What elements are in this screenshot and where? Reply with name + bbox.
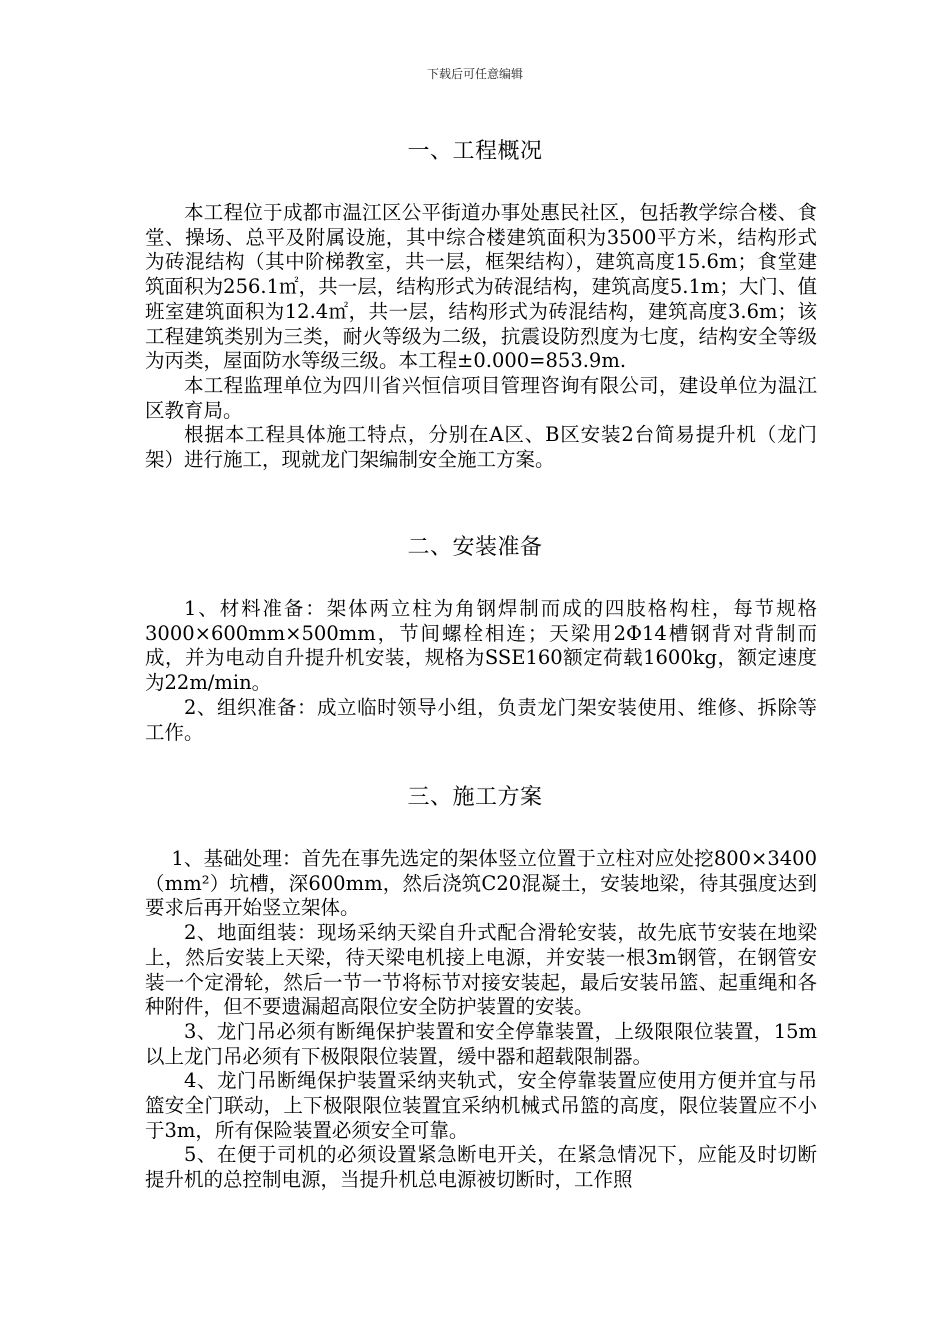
section-body-project-overview: [145, 201, 817, 473]
paragraph: 根据本工程具体施工特点，分别在A区、B区安装2台简易提升机（龙门架）进行施工，现就龙门架编制安全施工方案。: [145, 423, 817, 472]
section-body-construction-plan: [145, 847, 817, 1193]
paragraph: 2、组织准备：成立临时领导小组，负责龙门架安装使用、维修、拆除等工作。: [145, 695, 817, 744]
download-note: 下载后可任意编辑: [426, 67, 523, 81]
section-body-installation-preparation: [145, 597, 817, 745]
section-title-installation-preparation: 二、安装准备: [407, 535, 543, 560]
section-title-construction-plan: 三、施工方案: [407, 785, 543, 810]
paragraph: 本工程位于成都市温江区公平街道办事处惠民社区，包括教学综合楼、食堂、操场、总平及附属设施，其中综合楼建筑面积为3500平方米，结构形式为砖混结构（其中阶梯教室，共一层，框架结构），建筑高度15.6m；食堂建筑面积为256.1㎡，共一层，结构形式为砖混结构，建筑高度5.1m；大门、值班室建筑面积为12.4㎡，共一层，结构形式为砖混结构，建筑高度3.6m；该工程建筑类别为三类，耐火等级为二级，抗震设防烈度为七度，结构安全等级为丙类，屋面防水等级三级。本工程±0.000=853.9m.: [145, 201, 817, 373]
paragraph: 4、龙门吊断绳保护装置采纳夹轨式，安全停靠装置应使用方便并宜与吊篮安全门联动，上下极限限位装置宜采纳机械式吊篮的高度，限位装置应不小于3m，所有保险装置必须安全可靠。: [145, 1069, 817, 1142]
paragraph: 1、材料准备：架体两立柱为角钢焊制而成的四肢格构柱，每节规格3000×600mm×500mm，节间螺栓相连；天梁用2Φ14槽钢背对背制而成，并为电动自升提升机安装，规格为SSE160额定荷载1600kg，额定速度为22m/min。: [145, 597, 817, 695]
paragraph: 5、在便于司机的必须设置紧急断电开关，在紧急情况下，应能及时切断提升机的总控制电源，当提升机总电源被切断时，工作照: [145, 1143, 817, 1192]
paragraph: 2、地面组装：现场采纳天梁自升式配合滑轮安装，故先底节安装在地梁上，然后安装上天梁，待天梁电机接上电源，并安装一根3m钢管，在钢管安装一个定滑轮，然后一节一节将标节对接安装起，最后安装吊篮、起重绳和各种附件，但不要遗漏超高限位安全防护装置的安装。: [145, 921, 817, 1019]
paragraph: 本工程监理单位为四川省兴恒信项目管理咨询有限公司，建设单位为温江区教育局。: [145, 373, 817, 422]
paragraph: 3、龙门吊必须有断绳保护装置和安全停靠装置，上级限限位装置，15m以上龙门吊必须有下极限限位装置，缓中器和超载限制器。: [145, 1019, 817, 1068]
paragraph: 1、基础处理：首先在事先选定的架体竖立位置于立柱对应处挖800×3400（mm²）坑槽，深600mm，然后浇筑C20混凝土，安装地梁，待其强度达到要求后再开始竖立架体。: [145, 847, 817, 920]
section-title-project-overview: 一、工程概况: [407, 139, 543, 164]
